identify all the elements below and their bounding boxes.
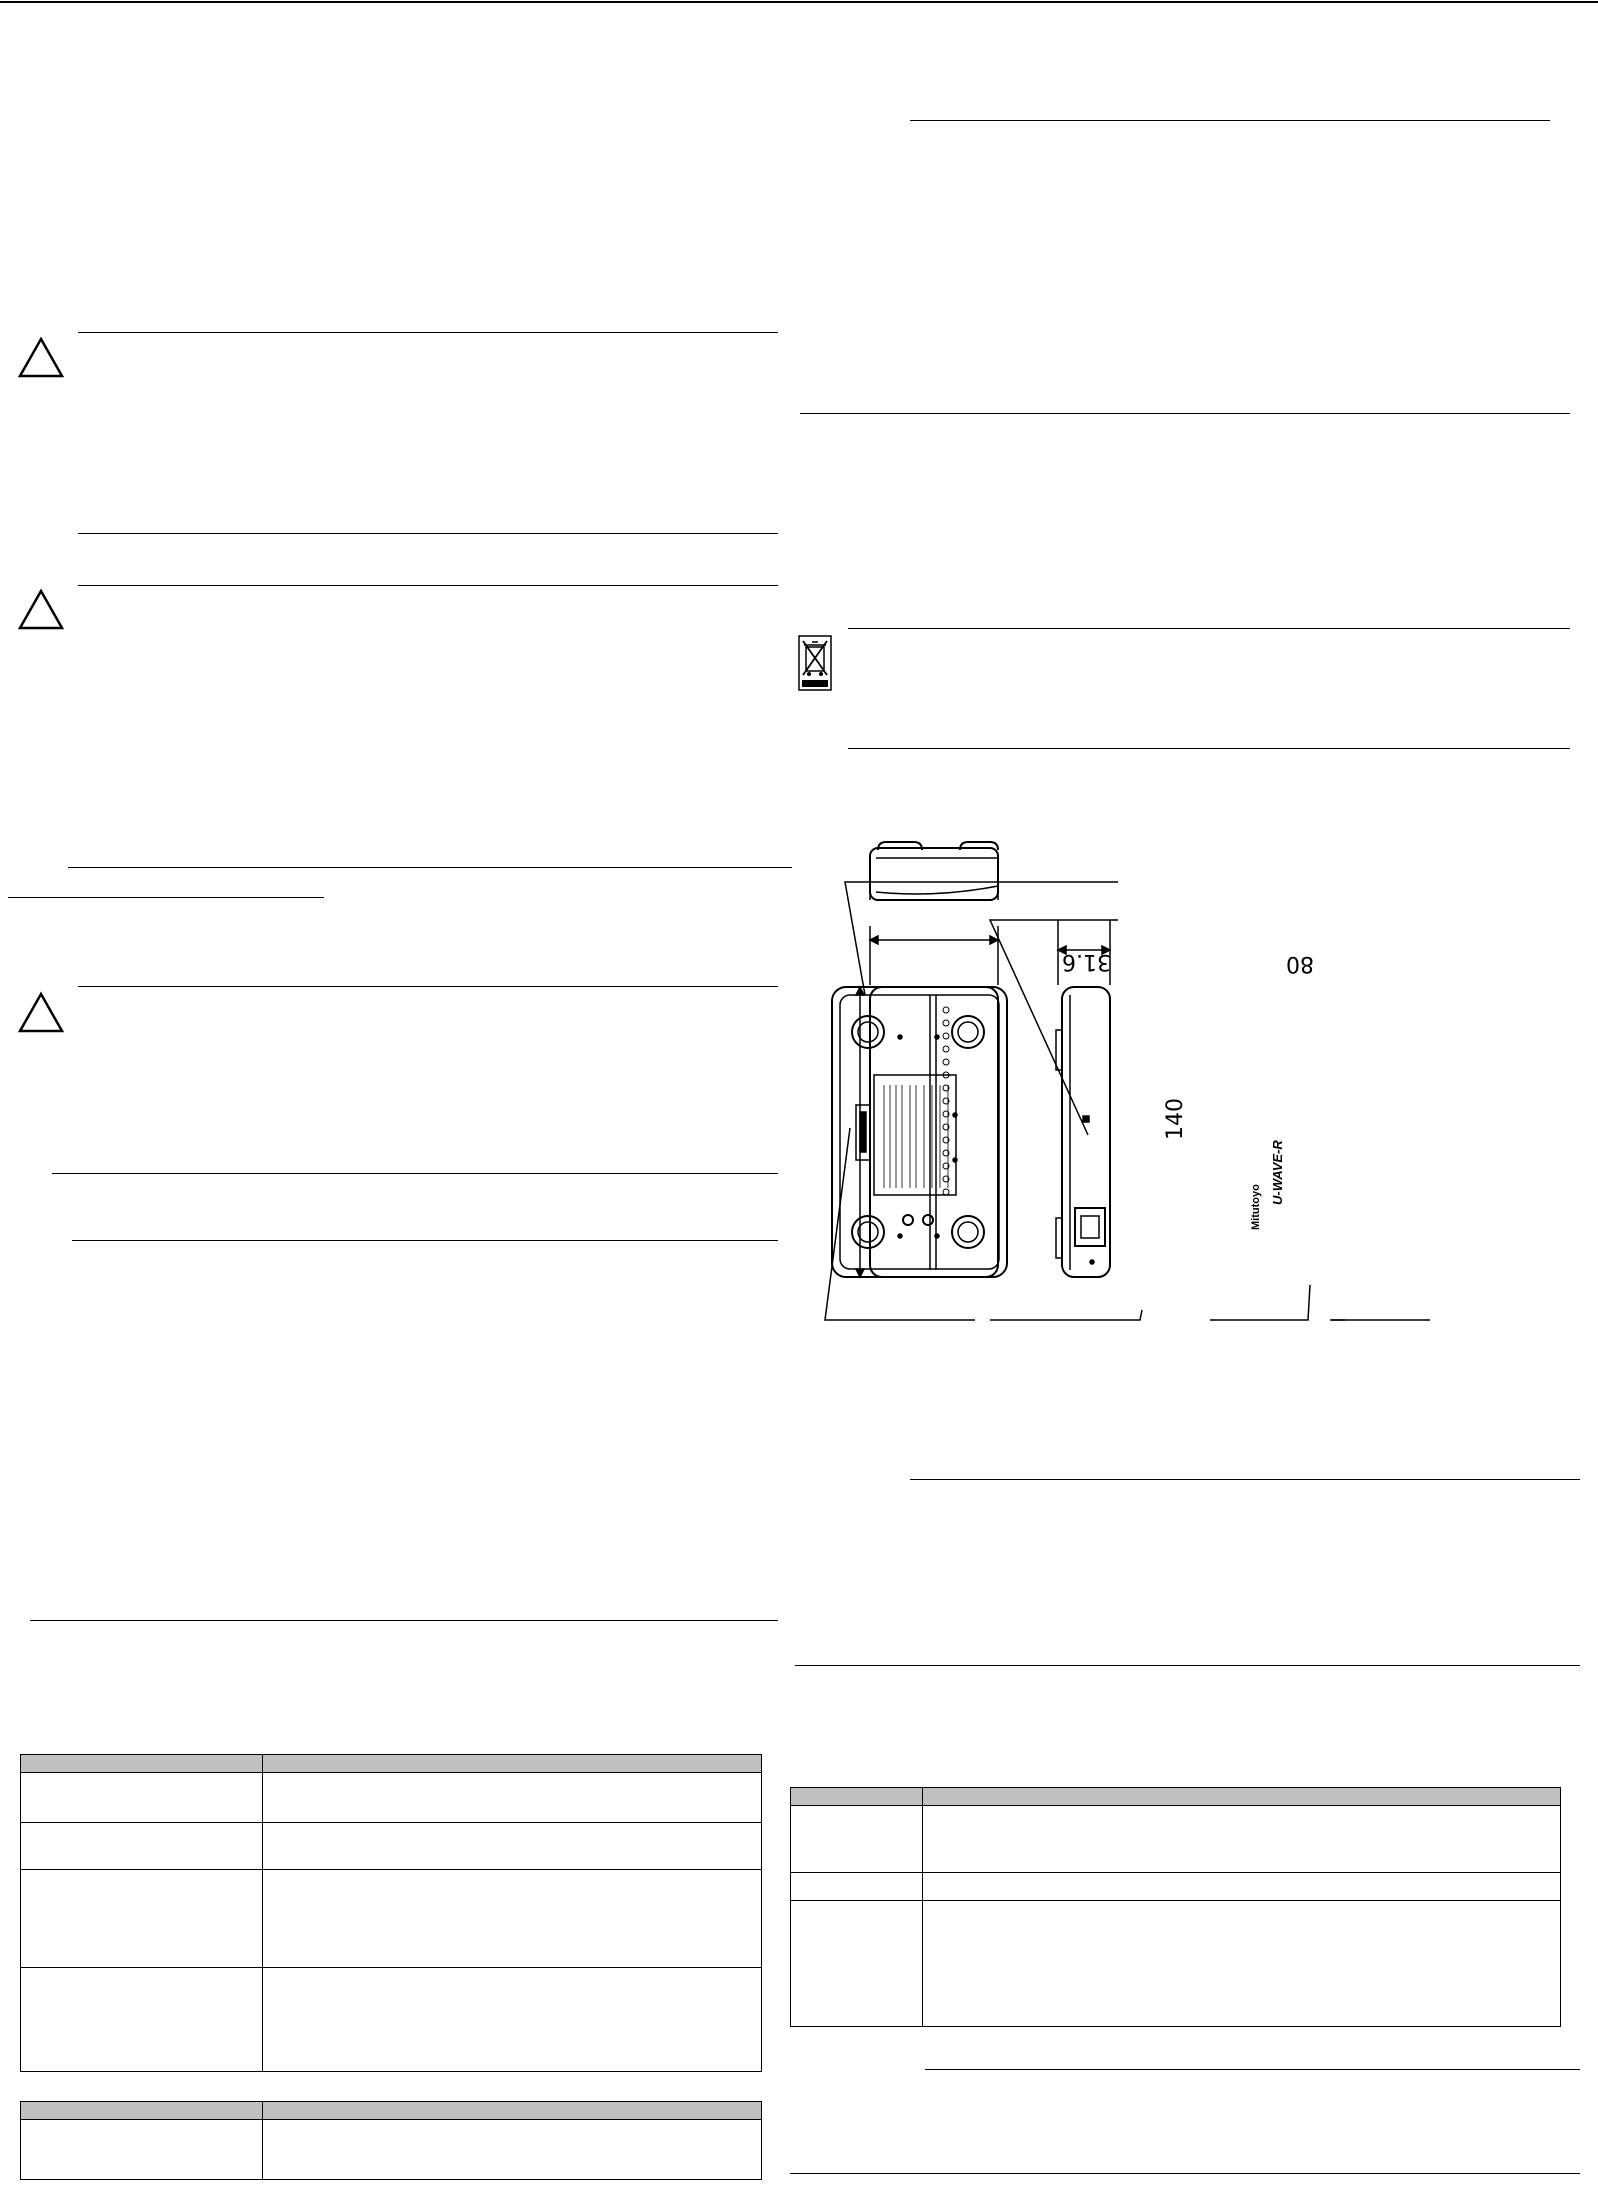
right-lower-rule-1 <box>910 1479 1580 1480</box>
right-bottom-rule-1 <box>925 2069 1580 2070</box>
left-spec-table-upper <box>20 1754 762 2072</box>
weee-bottom-rule <box>848 748 1570 749</box>
table-row <box>21 2120 762 2180</box>
warning-3-bottom-rule <box>52 1173 778 1174</box>
page-top-rule <box>0 1 1598 3</box>
table-header-row <box>21 1755 762 1773</box>
warning-2-top-rule <box>78 585 778 586</box>
crossed-bin-icon <box>798 635 832 691</box>
warning-1-bottom-rule <box>78 533 778 534</box>
device-top-view <box>870 842 998 900</box>
right-lower-rule-2 <box>795 1665 1580 1666</box>
table-row <box>21 1823 762 1870</box>
weee-top-rule <box>848 628 1570 629</box>
table-row <box>791 1873 1561 1901</box>
warning-triangle-icon <box>18 991 64 1033</box>
dimension-width-label: 80 <box>1286 951 1314 976</box>
table-row <box>21 1773 762 1823</box>
table-header-row <box>791 1788 1561 1806</box>
note-rule <box>72 1240 778 1241</box>
warning-2-bottom-rule <box>68 867 792 868</box>
right-title-rule <box>910 120 1550 121</box>
right-spec-table <box>790 1787 1561 2027</box>
device-bottom-view <box>832 987 1007 1277</box>
right-section-rule <box>800 413 1570 414</box>
section-rule <box>30 1620 778 1621</box>
right-bottom-rule-2 <box>790 2173 1580 2174</box>
table-row <box>21 1968 762 2072</box>
table-row <box>21 1870 762 1968</box>
warning-triangle-icon <box>18 588 64 630</box>
warning-1-top-rule <box>78 332 778 333</box>
device-outline-drawing <box>800 830 1430 1340</box>
dimension-height-label: 140 <box>1163 1098 1188 1140</box>
brand-logo-mark: Mitutoyo <box>1250 1184 1262 1230</box>
table-row <box>791 1901 1561 2027</box>
model-logo-mark: U-WAVE-R <box>1270 1140 1285 1205</box>
table-header-row <box>21 2102 762 2120</box>
section-underline <box>8 897 324 898</box>
left-spec-table-lower <box>20 2101 762 2180</box>
dimension-depth-label: 31.6 <box>1062 949 1111 974</box>
table-row <box>791 1806 1561 1873</box>
warning-3-top-rule <box>78 986 778 987</box>
warning-triangle-icon <box>18 336 64 378</box>
